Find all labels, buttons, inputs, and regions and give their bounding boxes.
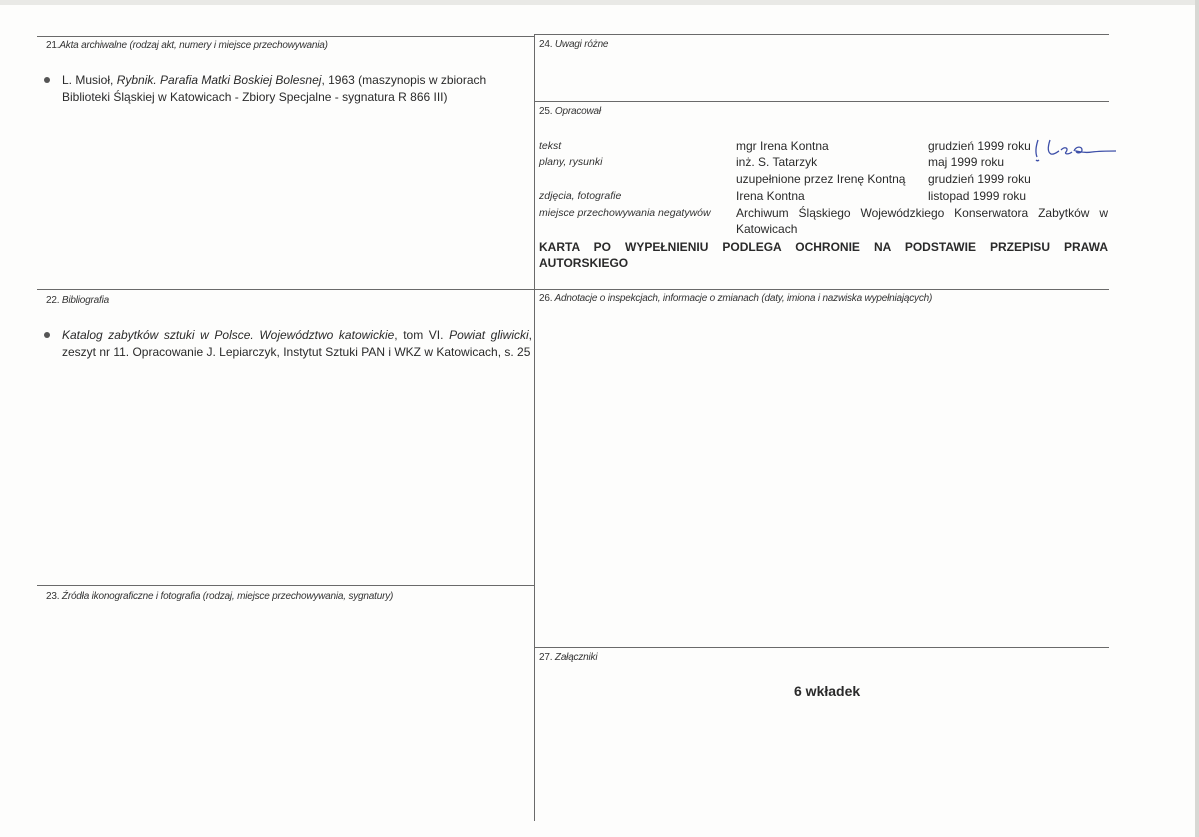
archive-title: Rybnik. Parafia Matki Boskiej Bolesnej [116, 73, 322, 87]
row-uzup-date: grudzień 1999 roku [928, 172, 1031, 186]
rule-22-23 [37, 585, 534, 586]
archive-author: L. Musioł, [62, 73, 117, 87]
row-uzup-person: uzupełnione przez Irenę Kontną [736, 172, 906, 186]
row-plany-label: plany, rysunki [539, 156, 603, 168]
section-26-number: 26. [539, 293, 553, 304]
rule-top-right [535, 34, 1109, 35]
bibliography-district: Powiat gliwicki [449, 328, 529, 342]
rule-25-26 [535, 289, 1109, 290]
section-22-label: Bibliografia [61, 295, 109, 306]
archive-details: , 1963 (maszynopis w zbiorach Biblioteki Śląskiej w Katowicach - Zbiory Specjalne - sygnatura R 866 III) [62, 73, 487, 104]
bullet-icon [44, 332, 50, 338]
row-tekst-person: mgr Irena Kontna [736, 139, 829, 153]
row-zdjecia-label: zdjęcia, fotografie [539, 190, 622, 202]
section-27-title [539, 652, 597, 663]
section-22-title [46, 295, 109, 306]
section-21-number: 21. [46, 40, 60, 51]
section-21-title [46, 40, 328, 51]
section-26-title [539, 293, 932, 304]
section-25-label: Opracował [554, 106, 601, 117]
signature-image [1030, 136, 1120, 164]
section-24-label: Uwagi różne [554, 39, 609, 50]
section-25-number: 25. [539, 106, 553, 117]
bibliography-entry [62, 327, 532, 361]
attachments-count: 6 wkładek [794, 683, 861, 699]
row-zdjecia-date: listopad 1999 roku [928, 189, 1027, 203]
bibliography-details: , zeszyt nr 11. Opracowanie J. Lepiarczyk, Instytut Sztuki PAN i WKZ w Katowicach, s. 25 [62, 328, 533, 359]
section-26-label: Adnotacje o inspekcjach, informacje o zmianach (daty, imiona i nazwiska wypełniających) [554, 293, 933, 304]
section-24-title [539, 39, 608, 50]
bibliography-volume: , tom VI. [394, 328, 450, 342]
row-negatywy-value: Archiwum Śląskiego Wojewódzkiego Konserwatora Zabytków w Katowicach [736, 206, 1108, 236]
section-23-number: 23. [46, 591, 60, 602]
row-plany-person: inż. S. Tatarzyk [736, 155, 818, 169]
bullet-icon [44, 77, 50, 83]
section-27-label: Załączniki [554, 652, 598, 663]
row-plany-date: maj 1999 roku [928, 155, 1005, 169]
section-21-label: Akta archiwalne (rodzaj akt, numery i miejsce przechowywania) [59, 40, 328, 51]
rule-21-22-left [37, 289, 534, 290]
row-tekst-date: grudzień 1999 roku [928, 139, 1031, 153]
archive-entry [62, 72, 532, 106]
section-27-number: 27. [539, 652, 553, 663]
row-zdjecia-person: Irena Kontna [736, 189, 805, 203]
rule-26-27 [535, 647, 1109, 648]
rule-top-left [37, 36, 534, 37]
rule-center [534, 34, 535, 821]
row-negatywy-label: miejsce przechowywania negatywów [539, 207, 711, 219]
section-23-title [46, 591, 393, 602]
section-24-number: 24. [539, 39, 553, 50]
row-tekst-label: tekst [539, 140, 562, 152]
section-25-title [539, 106, 601, 117]
section-23-label: Źródła ikonograficzne i fotografia (rodzaj, miejsce przechowywania, sygnatury) [61, 591, 394, 602]
copyright-notice: KARTA PO WYPEŁNIENIU PODLEGA OCHRONIE NA PODSTAWIE PRZEPISU PRAWA AUTORSKIEGO [539, 240, 1108, 270]
scan-edge-right [1195, 0, 1199, 837]
scan-edge-top [0, 0, 1199, 5]
rule-24-25 [535, 101, 1109, 102]
bibliography-catalog-title: Katalog zabytków sztuki w Polsce. Województwo katowickie [62, 328, 395, 342]
section-22-number: 22. [46, 295, 60, 306]
